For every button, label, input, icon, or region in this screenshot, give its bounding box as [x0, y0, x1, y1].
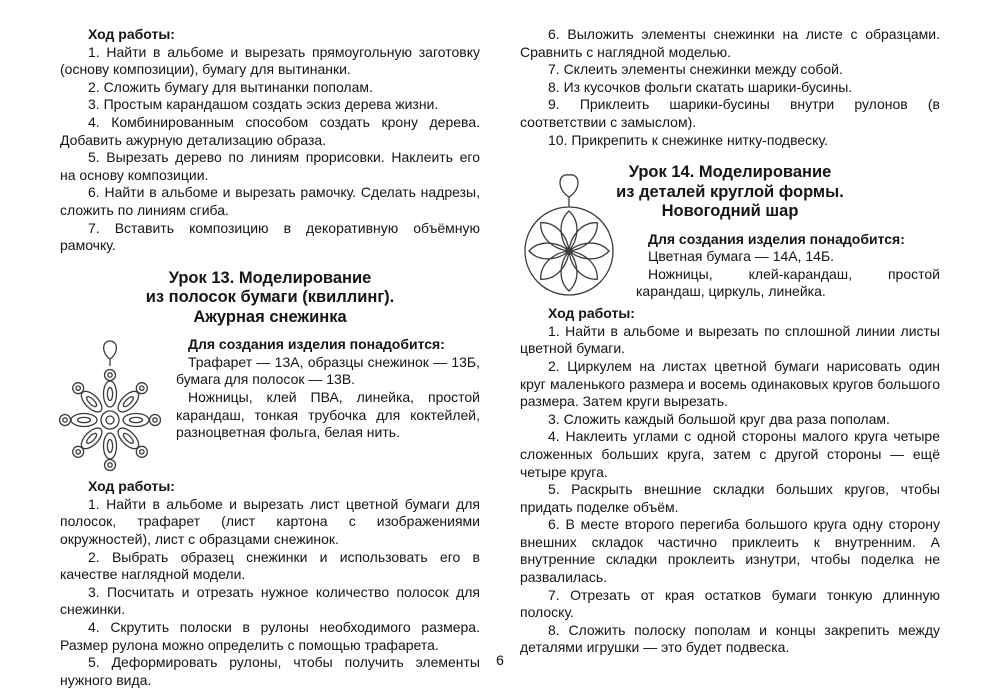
materials-heading: Для создания изделия понадобится:: [188, 336, 445, 353]
step-item: 8. Из кусочков фольги скатать шарики-бусины.: [548, 78, 853, 95]
step-item: 2. Сложить бумагу для вытинанки пополам.: [88, 78, 373, 95]
lesson-title-line: из полосок бумаги (квиллинг).: [145, 288, 395, 307]
step-item: 1. Найти в альбоме и вырезать лист цветной бумаги для полосок, трафарет (лист картона с изображениями окружностей), лист с образцами снежинок.: [60, 495, 480, 547]
step-item: 1. Найти в альбоме и вырезать прямоугольную заготовку (основу композиции), бумагу для вытинанки.: [60, 43, 480, 78]
materials-item: Ножницы, клей-карандаш, простой карандаш, циркуль, линейка.: [636, 265, 940, 300]
materials-item: Цветная бумага — 14А, 14Б.: [648, 248, 835, 265]
lesson13-title: [60, 269, 480, 328]
right-column: [520, 26, 940, 689]
lesson13-materials-section: [60, 336, 480, 442]
work-steps-heading: Ход работы:: [548, 305, 635, 322]
lesson14-header-section: [520, 163, 940, 301]
work-steps-heading: Ход работы:: [88, 478, 175, 495]
step-item: 4. Комбинированным способом создать крону дерева. Добавить ажурную детализацию образа.: [60, 113, 480, 148]
lesson-title-line: из деталей круглой формы.: [616, 182, 844, 201]
step-item: 3. Простым карандашом создать эскиз дерева жизни.: [88, 96, 439, 113]
materials-item: Ножницы, клей ПВА, линейка, простой карандаш, тонкая трубочка для коктейлей, разноцветная фольга, белая нить.: [176, 389, 480, 441]
step-item: 5. Вырезать дерево по линиям прорисовки. Наклеить его на основу композиции.: [60, 149, 480, 183]
step-item: 7. Вставить композицию в декоративную объёмную рамочку.: [60, 219, 480, 254]
lesson-title-line: Урок 14. Моделирование: [628, 163, 832, 182]
step-item: 5. Деформировать рулоны, чтобы получить элементы нужного вида.: [60, 654, 480, 688]
snowflake-illustration: [54, 338, 166, 472]
step-item: 6. Выложить элементы снежинки на листе с образцами. Сравнить с наглядной моделью.: [520, 26, 940, 60]
materials-item: Трафарет — 13А, образцы снежинок — 13Б, бумага для полосок — 13В.: [176, 353, 480, 388]
lesson14-materials-section: [636, 231, 940, 301]
step-item: 4. Наклеить углами с одной стороны малого круга четыре сложенных больших круга, затем с другой стороны — ещё четыре круга.: [520, 428, 940, 480]
two-column-layout: [60, 26, 940, 689]
lesson-title-line: Новогодний шар: [661, 202, 799, 221]
step-item: 10. Прикрепить к снежинке нитку-подвеску.: [548, 131, 828, 148]
step-item: 6. Найти в альбоме и вырезать рамочку. Сделать надрезы, сложить по линиям сгиба.: [60, 184, 480, 218]
step-item: 5. Раскрыть внешние складки больших кругов, чтобы придать поделке объём.: [520, 481, 940, 515]
lesson-title-line: Урок 13. Моделирование: [168, 268, 372, 287]
step-item: 4. Скрутить полоски в рулоны необходимого размера. Размер рулона можно определить с помощью трафарета.: [60, 618, 480, 653]
step-item: 3. Сложить каждый большой круг два раза пополам.: [548, 410, 890, 427]
step-item: 2. Выбрать образец снежинки и использовать его в качестве наглядной модели.: [60, 548, 480, 583]
step-item: 1. Найти в альбоме и вырезать по сплошной линии листы цветной бумаги.: [520, 322, 940, 357]
step-item: 6. В месте второго перегиба большого круга одну сторону внешних складок частично приклеить к внутренним. А внутренние складки проклеить изнутри, чтобы поделка не развалилась.: [520, 516, 940, 586]
materials-heading: Для создания изделия понадобится:: [648, 230, 905, 247]
step-item: 8. Сложить полоску пополам и концы закрепить между деталями игрушки — это будет подвеска.: [520, 621, 940, 656]
step-item: 2. Циркулем на листах цветной бумаги нарисовать один круг маленького размера и восемь одинаковых кругов большого размера. Затем круги вырезать.: [520, 357, 940, 410]
left-column: [60, 26, 480, 689]
step-item: 9. Приклеить шарики-бусины внутри рулонов (в соответствии с замыслом).: [520, 96, 940, 130]
ball-ornament-illustration: [512, 169, 626, 304]
step-item: 7. Склеить элементы снежинки между собой.: [548, 61, 843, 78]
lesson-title-line: Ажурная снежинка: [193, 307, 347, 326]
step-item: 3. Посчитать и отрезать нужное количество полосок для снежинки.: [60, 583, 480, 618]
page-number: 6: [496, 652, 504, 668]
work-steps-heading: Ход работы:: [88, 26, 175, 42]
step-item: 7. Отрезать от края остатков бумаги тонкую длинную полоску.: [520, 586, 940, 621]
